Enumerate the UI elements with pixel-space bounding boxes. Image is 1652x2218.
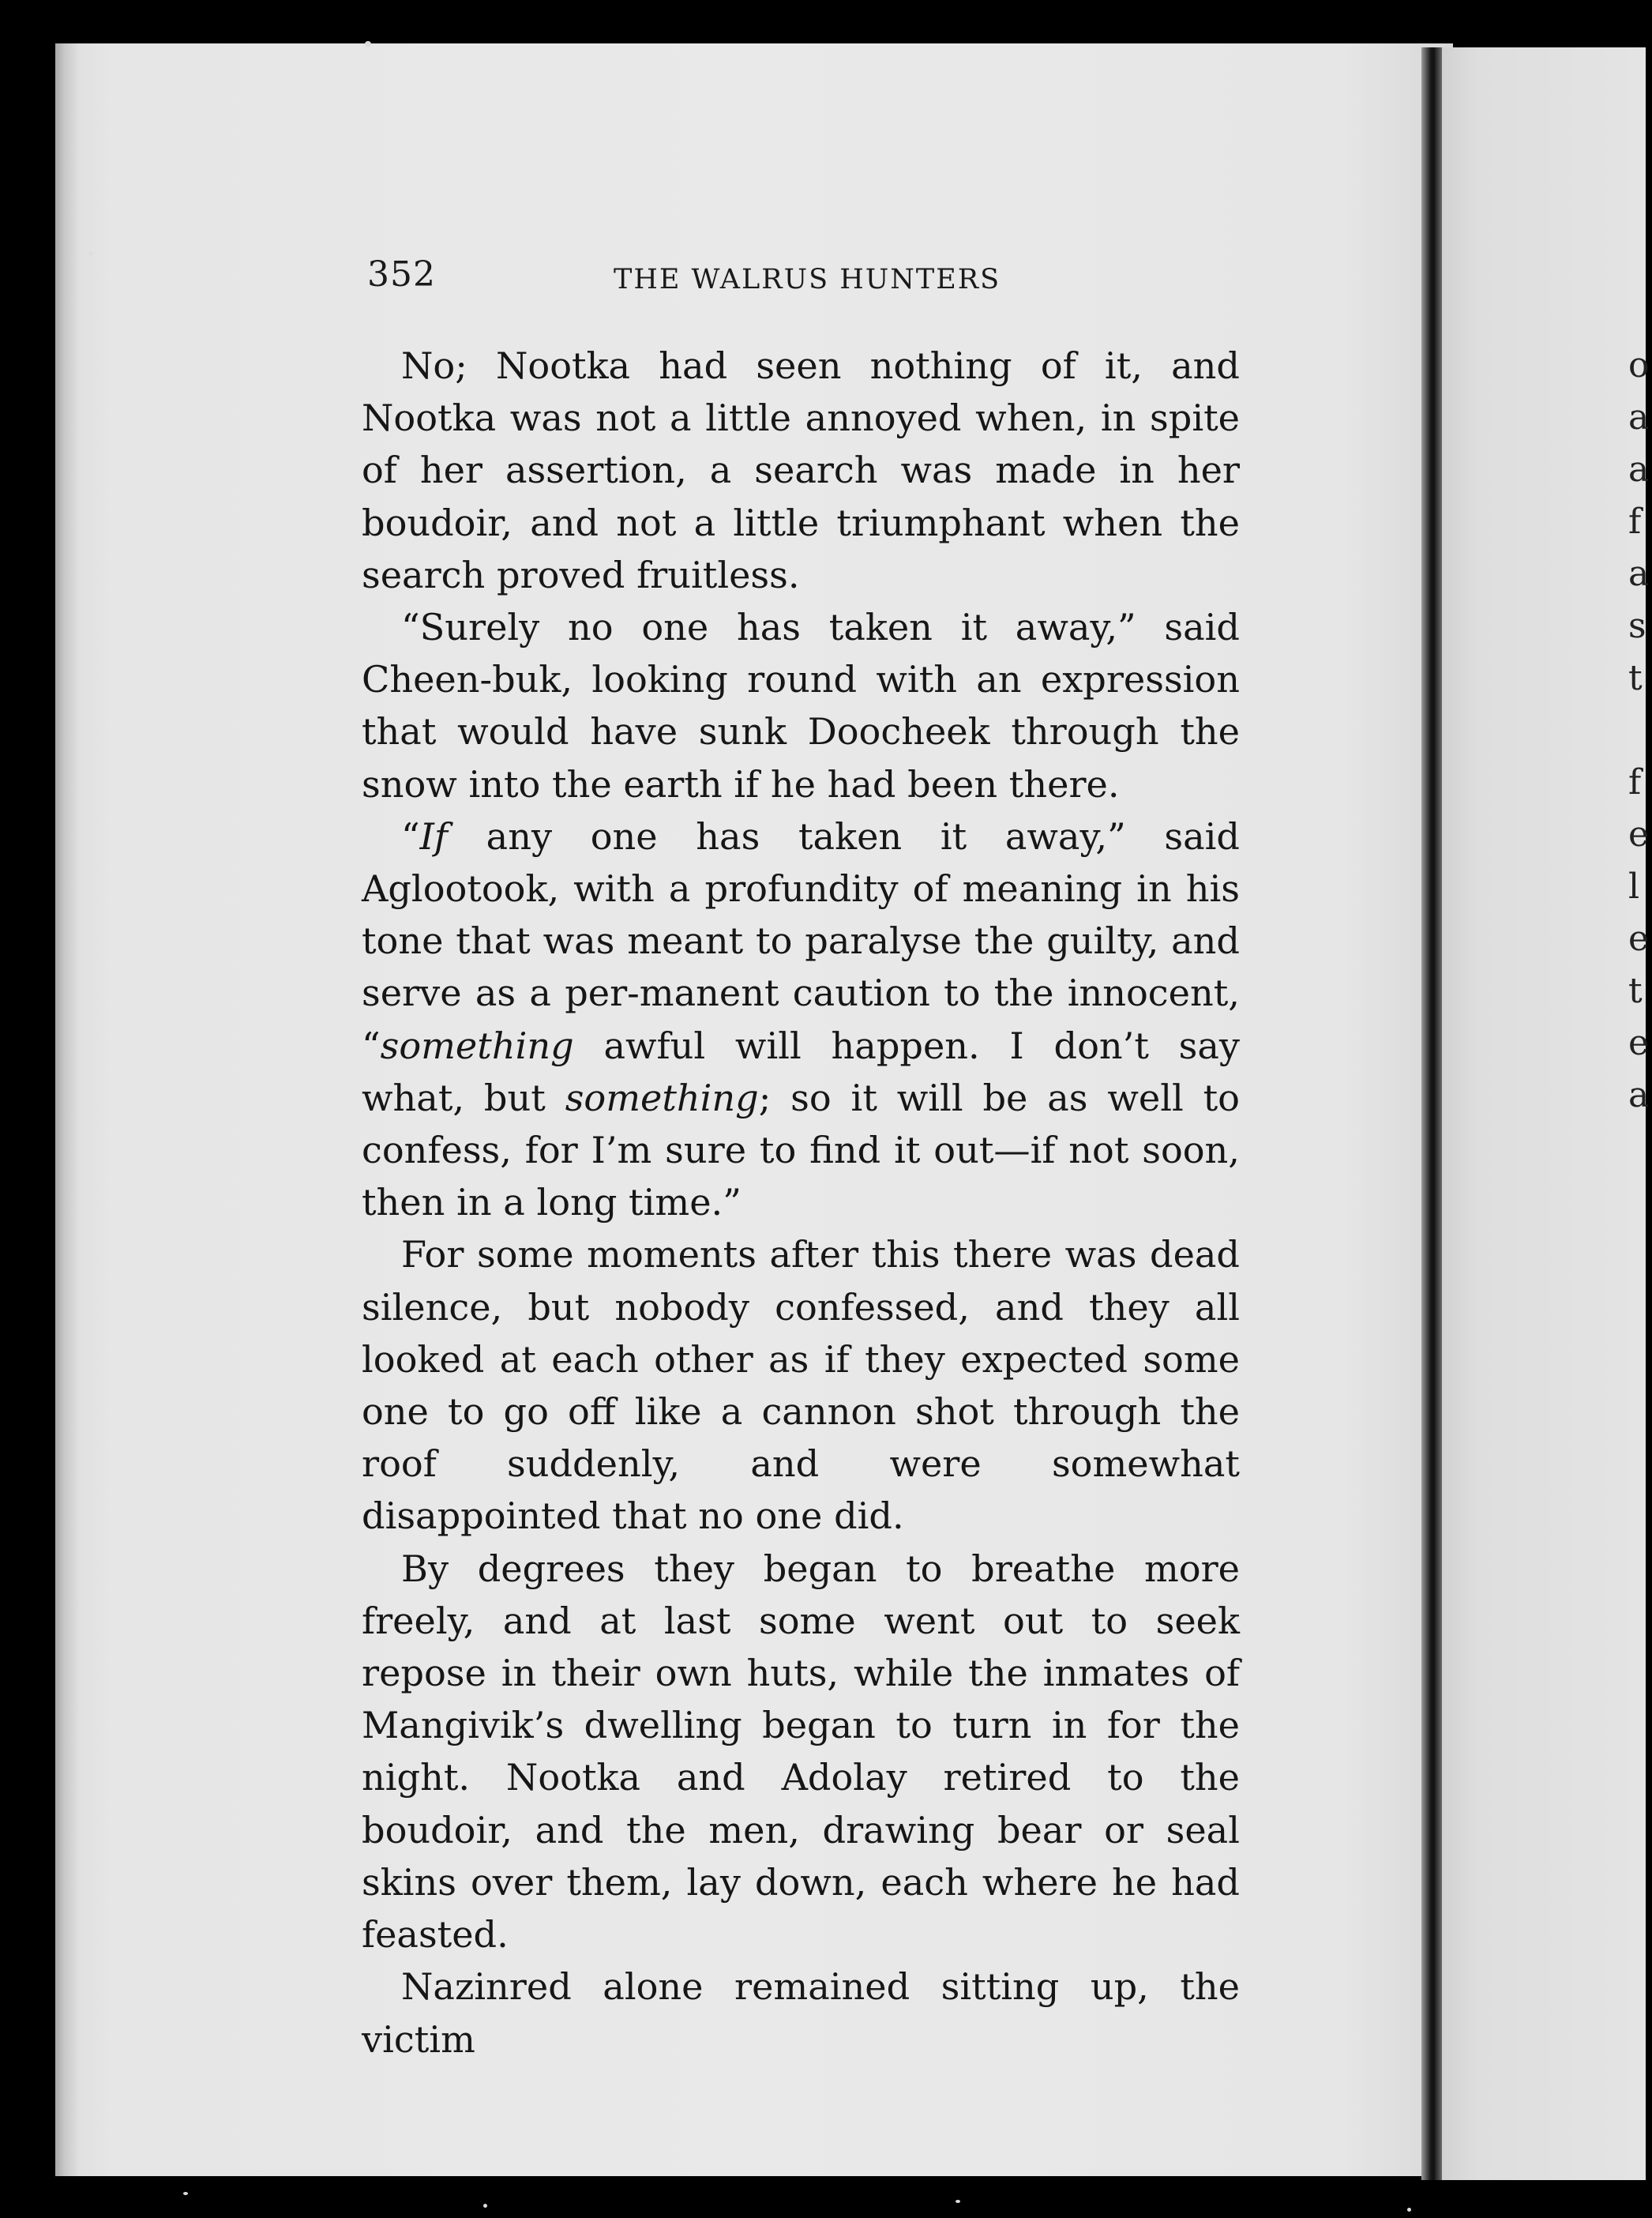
right-page-fragment: a [1628,397,1650,438]
right-page-fragment: t [1628,971,1643,1011]
right-page-fragment: t [1628,658,1643,698]
text-run: By degrees they began to breathe more freely, and at last some went out to seek repose in their own huts, while the inmates of Mangivik’s dwelling began to turn in for the night. Nootka and Adolay retired to the boudoir, and the men, drawing bear or seal skins over them, lay down, each where he had feasted. [362,1547,1240,1957]
right-page [1436,47,1646,2180]
italic-text: something [565,1076,759,1119]
right-page-fragment: o [1628,345,1650,385]
paragraph [362,1228,1240,1542]
text-run: Nazinred alone remained sitting up, the victim [362,1965,1240,2061]
text-run: No; Nootka had seen nothing of it, and Nootka was not a little annoyed when, in spite of her assertion, a search was made in her boudoir, and not a little triumphant when the search proved fruitless. [362,344,1240,596]
right-page-text-fragments [1628,340,1652,1122]
right-page-fragment: e [1628,919,1650,959]
paragraph [362,1543,1240,1961]
text-run: ; so it will be as well to confess, for I’m sure to find it out—if not soon, then in a long time.” [362,1076,1240,1224]
paragraph [362,810,1240,1229]
italic-text: something [380,1024,574,1067]
right-page-fragment: l [1628,867,1640,907]
running-head-title: THE WALRUS HUNTERS [614,264,1001,295]
paragraph [362,601,1240,810]
right-page-fragment: s [1628,606,1646,646]
text-run: For some moments after this there was dead silence, but nobody confessed, and they all looked at each other as if they expected some one to go off like a cannon shot through the roof suddenly, and were somewhat disappointed that no one did. [362,1233,1240,1538]
right-page-fragment: f [1628,762,1642,803]
dust-speck [365,41,371,47]
page-number: 352 [367,254,436,295]
right-page-fragment: a [1628,554,1650,594]
italic-text: If [419,814,448,858]
right-page-fragment [1628,705,1652,757]
paragraph [362,340,1240,601]
text-run: “ [401,814,420,858]
gutter-shadow [1421,47,1442,2180]
right-page-fragment: e [1628,814,1650,855]
dust-speck [1407,2208,1411,2212]
dust-speck [483,2204,487,2208]
running-head [367,254,1252,318]
dust-speck [88,251,93,256]
right-page-fragment: f [1628,502,1642,542]
right-page-fragment: a [1628,449,1650,490]
paragraph [362,1960,1240,2065]
body-text [362,340,1240,2066]
text-run: any one has taken it away,” said Aglootook, with a profundity of meaning in his tone that was meant to paralyse the guilty, and serve as a per-manent caution to the innocent, “ [362,814,1240,1067]
right-page-fragment: e [1628,1023,1650,1063]
text-run: awful will happen. I don’t say what, but [362,1024,1240,1119]
dust-speck [183,2192,188,2195]
right-page-fragment: a [1628,1075,1650,1115]
dust-speck [956,2200,960,2203]
text-run: “Surely no one has taken it away,” said Cheen-buk, looking round with an expression that would have sunk Doocheek through the snow into the earth if he had been there. [362,606,1240,806]
page-edge-shadow [55,43,79,2176]
